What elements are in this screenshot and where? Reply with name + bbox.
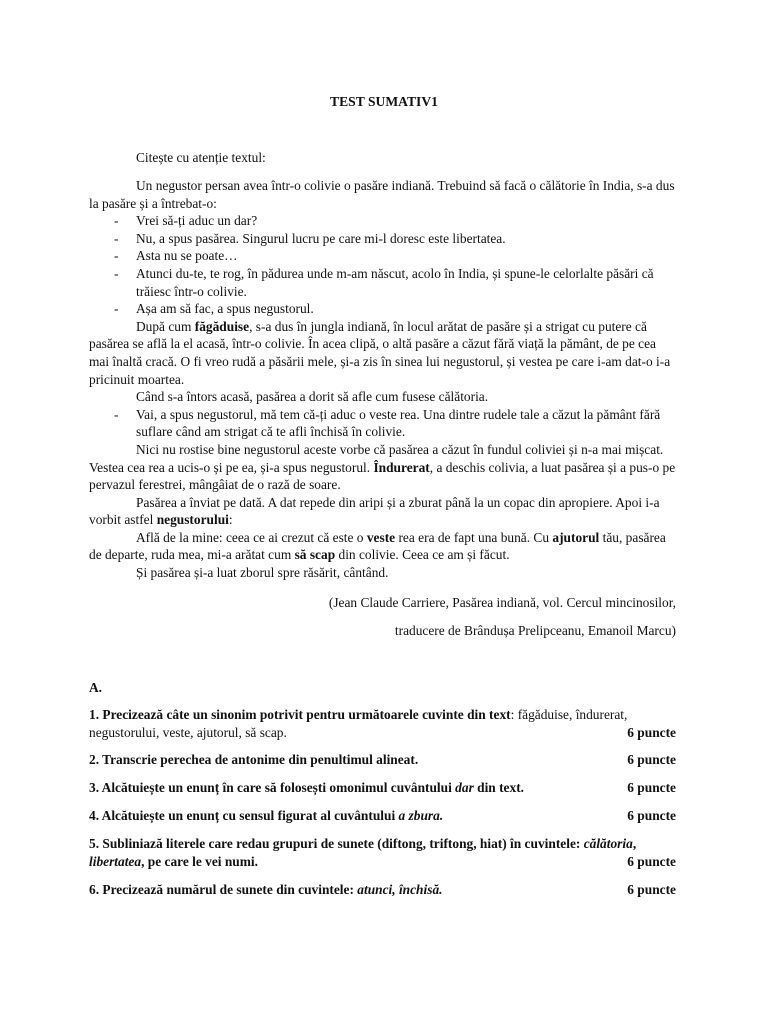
word-sa-scap: să scap bbox=[294, 547, 336, 563]
dialogue-4: - Atunci du-te, te rog, în pădurea unde m-am născut, acolo în India, și spune-le celorlalte păsări că trăiesc într-o colivie. bbox=[89, 265, 676, 300]
question-5-text bbox=[89, 835, 676, 870]
paragraph-2-rest: , s-a dus în jungla indiană, în locul arătat de pasăre și a strigat cu putere că pasărea se află la el acasă, într-o colivie. În acea clipă, o altă pasăre a căzut fără viață la pământ, de pe cea mai înaltă cracă. O fi vreo rudă a păsării mele, și-a zis în sinea lui negustorul, și vestea pe care i-am dat-o i-a pricinuit moartea. bbox=[89, 318, 671, 387]
page-title: TEST SUMATIV1 bbox=[330, 94, 438, 109]
paragraph-6-part-1: Află de la mine: ceea ce ai crezut că este o bbox=[136, 529, 367, 545]
paragraph-5 bbox=[89, 494, 676, 529]
paragraph-5-end: : bbox=[228, 512, 233, 528]
source-line-1: (Jean Claude Carriere, Pasărea indiană, vol. Cercul mincinosilor, bbox=[328, 595, 676, 610]
question-3-word: dar bbox=[455, 780, 474, 795]
source-line-2: traducere de Brândușa Prelipceanu, Emanoil Marcu) bbox=[394, 623, 676, 638]
question-4 bbox=[89, 807, 676, 825]
question-4-points: 6 puncte bbox=[627, 808, 676, 823]
question-3-prompt: 3. Alcătuiește un enunț în care să folosești omonimul cuvântului bbox=[89, 780, 456, 795]
paragraph-5-start: Pasărea a înviat pe dată. A dat repede din aripi și a zburat până la un copac din apropiere. Apoi i-a vorbit astfel bbox=[89, 494, 660, 528]
word-fagaduise: făgăduise bbox=[194, 318, 250, 334]
section-heading: A. bbox=[89, 680, 103, 695]
question-5-word-2: libertatea bbox=[89, 853, 142, 869]
paragraph-1: Un negustor persan avea într-o colivie o pasăre indiană. Trebuind să facă o călătorie în India, s-a dus la pasăre și a întrebat-o: bbox=[89, 178, 675, 211]
question-3-text bbox=[89, 779, 524, 797]
word-indurerat: Îndurerat bbox=[373, 459, 430, 475]
word-veste: veste bbox=[366, 529, 396, 545]
instruction: Citește cu atenție textul: bbox=[136, 150, 266, 165]
question-1-points: 6 puncte bbox=[627, 724, 676, 740]
paragraph-4 bbox=[89, 441, 676, 494]
question-6-prompt: 6. Precizează numărul de sunete din cuvintele: bbox=[89, 882, 358, 897]
paragraph-2-start: După cum bbox=[136, 318, 195, 334]
story-text bbox=[89, 177, 676, 582]
question-2 bbox=[89, 751, 676, 769]
paragraph-3: Când s-a întors acasă, pasărea a dorit să afle cum fusese călătoria. bbox=[136, 389, 489, 405]
question-1-words: : făgăduise, îndurerat, negustorului, veste, ajutorul, să scap. bbox=[89, 707, 628, 740]
question-2-points: 6 puncte bbox=[627, 752, 676, 767]
question-1-prompt: 1. Precizează câte un sinonim potrivit pentru următoarele cuvinte din text bbox=[89, 707, 511, 722]
question-1 bbox=[89, 706, 676, 741]
dialogue-2: - Nu, a spus pasărea. Singurul lucru pe care mi-l doresc este libertatea. bbox=[89, 230, 676, 248]
question-5-word-1: călătoria bbox=[583, 836, 633, 851]
question-5-end: , pe care le vei numi. bbox=[141, 853, 258, 869]
paragraph-4-rest: , a deschis colivia, a luat pasărea și a pus-o pe pervazul ferestrei, mângâiat de o rază de soare. bbox=[89, 459, 676, 493]
question-3-end: din text. bbox=[473, 780, 524, 795]
dialogue-5: - Așa am să fac, a spus negustorul. bbox=[89, 300, 676, 318]
question-6-points: 6 puncte bbox=[627, 882, 676, 897]
paragraph-4-start: Nici nu rostise bine negustorul aceste vorbe că pasărea a căzut în fundul coliviei și n-a mai mișcat. Vestea cea rea a ucis-o și pe ea, și-a spus negustorul. bbox=[89, 441, 664, 475]
question-1-text bbox=[89, 706, 676, 741]
question-6 bbox=[89, 881, 676, 899]
paragraph-6 bbox=[89, 529, 676, 564]
paragraph-6-part-3: tău, pasărea de departe, ruda mea, mi-a arătat cum bbox=[89, 529, 666, 563]
paragraph-6-part-4: din colivie. Ceea ce am și făcut. bbox=[335, 547, 510, 563]
question-3-points: 6 puncte bbox=[627, 780, 676, 795]
paragraph-2 bbox=[89, 318, 676, 388]
question-5-points: 6 puncte bbox=[627, 853, 676, 869]
word-ajutorul: ajutorul bbox=[552, 529, 600, 545]
dialogue-6: - Vai, a spus negustorul, mă tem că-ți aduc o veste rea. Una dintre rudele tale a căzut la pământ fără suflare când am strigat că te afli închisă în colivie. bbox=[89, 406, 676, 441]
paragraph-7: Și pasărea și-a luat zborul spre răsărit, cântând. bbox=[136, 565, 389, 581]
question-5-separator: , bbox=[632, 836, 637, 851]
question-3 bbox=[89, 779, 676, 797]
question-2-text: 2. Transcrie perechea de antonime din penultimul alineat. bbox=[89, 752, 419, 767]
word-negustorului: negustorului bbox=[156, 512, 229, 528]
question-4-text bbox=[89, 807, 443, 825]
question-6-words: atunci, închisă. bbox=[357, 882, 443, 897]
instruction-block bbox=[89, 149, 676, 167]
question-5-prompt: 5. Subliniază literele care redau grupuri de sunete (diftong, triftong, hiat) în cuvintele: bbox=[89, 836, 584, 851]
paragraph-6-part-2: rea era de fapt una bună. Cu bbox=[395, 529, 553, 545]
question-4-prompt: 4. Alcătuiește un enunț cu sensul figurat al cuvântului bbox=[89, 808, 399, 823]
dialogue-3: - Asta nu se poate… bbox=[89, 247, 676, 265]
dialogue-1: - Vrei să-ți aduc un dar? bbox=[89, 212, 676, 230]
question-5 bbox=[89, 835, 676, 870]
question-6-text bbox=[89, 881, 442, 899]
question-4-word: a zbura. bbox=[398, 808, 444, 823]
